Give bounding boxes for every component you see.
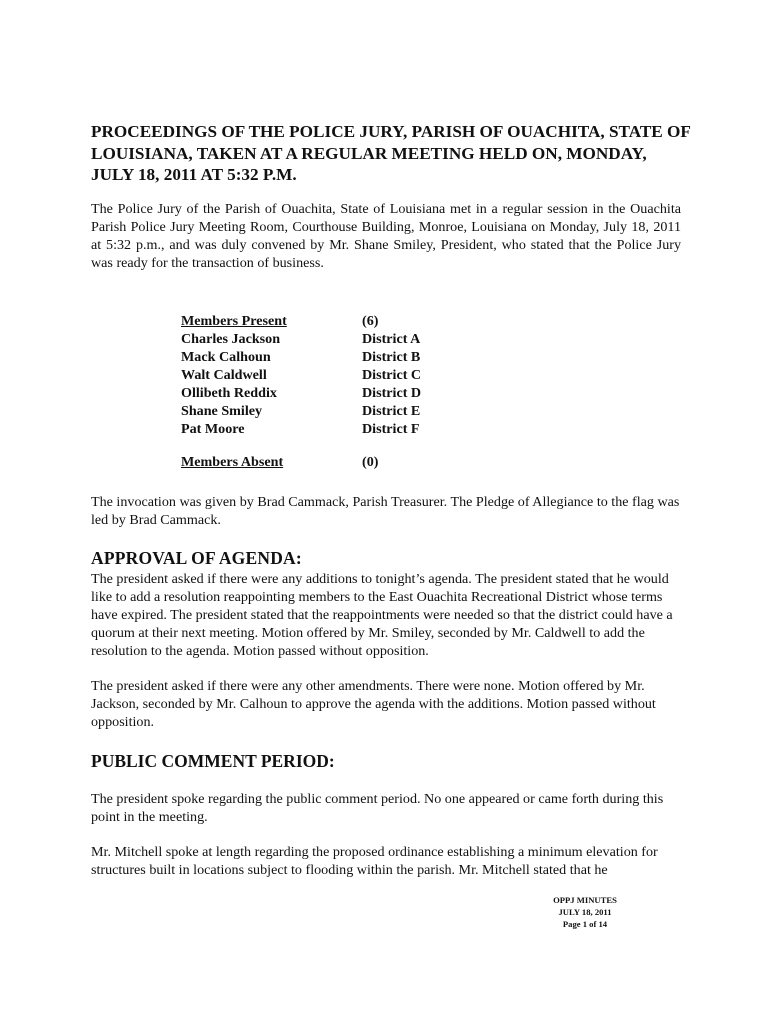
intro-paragraph: The Police Jury of the Parish of Ouachita, State of Louisiana met in a regular session in the Ouachita Parish Police Jury Meeting Room, Courthouse Building, Monroe, Louisiana on Monday, July 18, 2011 at 5:32 p.m., and was duly convened by Mr. Shane Smiley, President, who stated that the Police Jury was ready for the transaction of business. <box>91 201 681 271</box>
page-footer <box>530 894 640 930</box>
member-district: District D <box>362 385 422 401</box>
member-name: Mack Calhoun <box>181 349 271 365</box>
footer-line-1: OPPJ MINUTES <box>553 895 617 905</box>
public-comment-heading: PUBLIC COMMENT PERIOD: <box>91 751 335 771</box>
members-present-header <box>181 312 461 330</box>
agenda-heading: APPROVAL OF AGENDA: <box>91 548 302 568</box>
member-district: District C <box>362 367 422 383</box>
footer-page-number: Page 1 of 14 <box>562 919 608 929</box>
public-comment-paragraph-2: Mr. Mitchell spoke at length regarding the proposed ordinance establishing a minimum elevation for structures built in locations subject to flooding within the parish. Mr. Mitchell stated that he <box>91 844 658 878</box>
member-name: Pat Moore <box>181 421 245 437</box>
document-title: PROCEEDINGS OF THE POLICE JURY, PARISH OF OUACHITA, STATE OF LOUISIANA, TAKEN AT A REGULAR MEETING HELD ON, MONDAY, JULY 18, 2011 AT 5:32 P.M. <box>91 122 691 184</box>
members-absent-row <box>181 453 378 471</box>
member-name: Charles Jackson <box>181 331 281 347</box>
member-name: Shane Smiley <box>181 403 263 419</box>
member-row <box>181 384 461 402</box>
member-name: Walt Caldwell <box>181 367 267 383</box>
members-present-table <box>181 312 461 438</box>
members-present-label: Members Present <box>181 313 287 329</box>
members-absent-count: (0) <box>362 454 379 470</box>
member-row <box>181 330 461 348</box>
members-absent-label: Members Absent <box>181 454 284 470</box>
member-row <box>181 348 461 366</box>
members-present-count: (6) <box>362 313 379 329</box>
invocation-paragraph: The invocation was given by Brad Cammack, Parish Treasurer. The Pledge of Allegiance to the flag was led by Brad Cammack. <box>91 494 680 528</box>
member-district: District F <box>362 421 420 437</box>
member-district: District B <box>362 349 421 365</box>
member-row <box>181 420 461 438</box>
member-row <box>181 366 461 384</box>
public-comment-paragraph-1: The president spoke regarding the public comment period. No one appeared or came forth during this point in the meeting. <box>91 791 664 825</box>
member-district: District E <box>362 403 421 419</box>
agenda-paragraph-2: The president asked if there were any other amendments. There were none. Motion offered by Mr. Jackson, seconded by Mr. Calhoun to approve the agenda with the additions. Motion passed without opposition. <box>91 678 656 730</box>
agenda-paragraph-1: The president asked if there were any additions to tonight’s agenda. The president stated that he would like to add a resolution reappointing members to the East Ouachita Recreational District whose terms have expired. The president stated that the reappointments were needed so that the district could have a quorum at their next meeting. Motion offered by Mr. Smiley, seconded by Mr. Caldwell to add the resolution to the agenda. Motion passed without opposition. <box>91 571 673 659</box>
member-name: Ollibeth Reddix <box>181 385 277 401</box>
footer-line-2: JULY 18, 2011 <box>558 907 612 917</box>
member-row <box>181 402 461 420</box>
member-district: District A <box>362 331 421 347</box>
